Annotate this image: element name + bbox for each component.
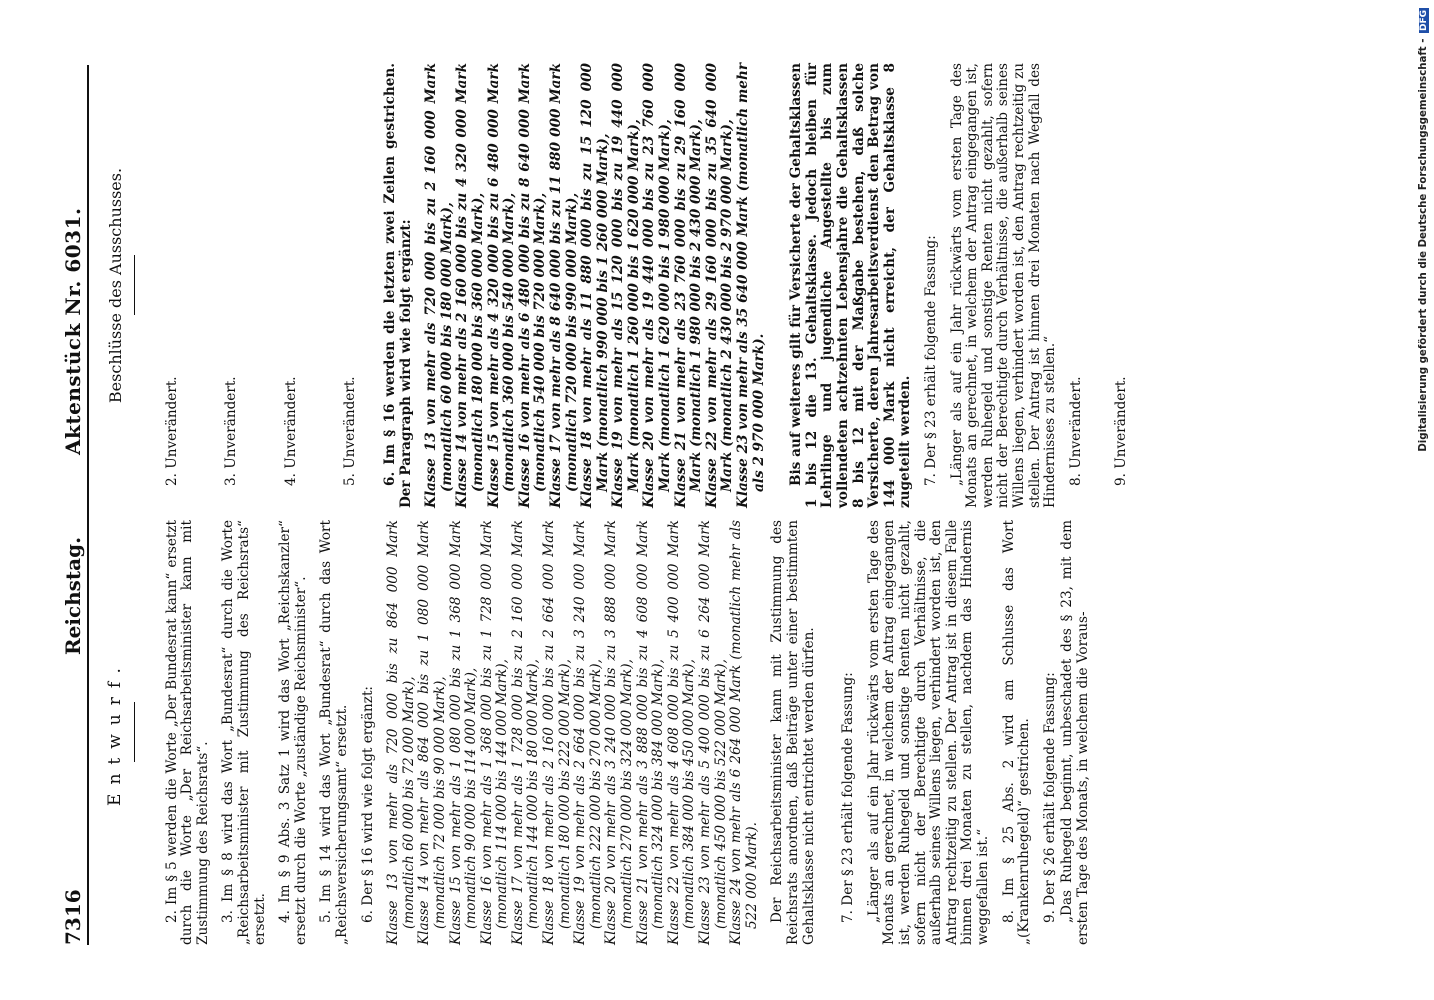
salary-class-item: Klasse 16 von mehr als 6 480 000 bis zu 8 640 000 Mark (monatlich 540 000 bis 720 000 Mark),: [516, 63, 549, 508]
digitization-note: [1398, 8, 1428, 992]
salary-class-item: Klasse 19 von mehr als 2 664 000 bis zu 3 240 000 Mark (monatlich 222 000 bis 270 000 Mark),: [572, 520, 604, 945]
column-heading: Beschlüsse des Ausschusses.: [106, 167, 125, 404]
paragraph: Der Reichsarbeitsminister kann mit Zustimmung des Reichsrats anordnen, daß Beiträge unter einer bestimmten Gehaltsklasse nicht entrichtet werden dürfen.: [769, 520, 817, 945]
paragraph: 4. Im § 9 Abs. 3 Satz 1 wird das Wort „Reichskanzler“ ersetzt durch die Worte „zuständige Reichsminister“.: [277, 520, 309, 945]
salary-class-item: Klasse 21 von mehr als 3 888 000 bis zu 4 608 000 Mark (monatlich 324 000 bis 384 000 Mark),: [634, 520, 667, 945]
salary-class-item: Klasse 18 von mehr als 2 160 000 bis zu 2 664 000 Mark (monatlich 180 000 bis 222 000 Mark),: [541, 520, 573, 945]
dfg-logo: DFG: [1419, 10, 1429, 32]
digitization-note-text: Digitalisierung gefördert durch die Deutsche Forschungsgemeinschaft -: [1418, 38, 1429, 452]
salary-class-item: Klasse 14 von mehr als 864 000 bis zu 1 080 000 Mark (monatlich 72 000 bis 90 000 Mark),: [416, 520, 448, 945]
salary-class-item: Klasse 17 von mehr als 1 728 000 bis zu 2 160 000 Mark (monatlich 144 000 bis 180 000 Mark),: [509, 520, 542, 945]
salary-class-item: Klasse 20 von mehr als 3 240 000 bis zu 3 888 000 Mark (monatlich 270 000 bis 324 000 Mark),: [603, 520, 636, 945]
heading-rule: [134, 703, 135, 763]
salary-class-item: Klasse 21 von mehr als 23 760 000 bis zu 29 160 000 Mark (monatlich 1 980 000 bis 2 430 000 Mark),: [672, 63, 705, 508]
salary-class-item: Klasse 17 von mehr als 8 640 000 bis zu 11 880 000 Mark (monatlich 720 000 bis 990 000 Mark),: [547, 63, 580, 508]
paragraph: 6. Im § 16 werden die letzten zwei Zeilen gestrichen. Der Paragraph wird wie folgt ergänzt:: [381, 63, 414, 508]
paragraph: 7. Der § 23 erhält folgende Fassung:: [840, 672, 857, 923]
paragraph: Bis auf weiteres gilt für Versicherte der Gehaltsklassen 1 bis 12 die 13. Gehaltsklasse. Jedoch bleiben für Lehrlinge und jugendliche Angestellte bis zum vollendeten achtzehnten Lebensjahre die Gehaltsklassen 8 bis 12 mit der Maßgabe bestehen, daß solche Versicherte, deren Jahresarbeitsverdienst den Betrag von 144 000 Mark nicht erreicht, der Gehaltsklasse 8 zugeteilt werden.: [788, 63, 914, 508]
quote-paragraph: „Länger als auf ein Jahr rückwärts vom ersten Tage des Monats an gerechnet, in welchem der Antrag eingegangen ist, werden Ruhegeld und sonstige Renten nicht gezahlt, sofern nicht der Berechtigte durch Verhältnisse, die außerhalb seines Willens liegen, verhindert worden ist, den Antrag rechtzeitig zu stellen. Der Antrag ist hinnen drei Monaten nach Wegfall des Hindernisses zu stellen.“: [948, 63, 1059, 508]
page-header: [55, 65, 89, 945]
paragraph: 4. Unverändert.: [282, 376, 299, 486]
paragraph: 3. Im § 8 wird das Wort „Bundesrat“ durch die Worte „Reichsarbeitsminister mit Zustimmung des Reichsrats“ ersetzt.: [220, 520, 268, 945]
quote-paragraph: „Länger als auf ein Jahr rückwärts vom ersten Tage des Monats an gerechnet, in welchem der Antrag eingegangen ist, werden Ruhegeld und sonstige Renten nicht gezahlt, sofern nicht der Berechtigte durch Verhältnisse, die außerhalb seines Willens liegen, verhindert worden ist, den Antrag rechtzeitig zu stellen. Der Antrag ist in diesem Falle binnen drei Monaten zu stellen, nachdem das Hindernis weggefallen ist.“: [865, 520, 991, 945]
heading-rule: [134, 256, 135, 316]
column-beschluesse: [100, 63, 1140, 508]
salary-class-item: Klasse 23 von mehr als 35 640 000 Mark (monatlich mehr als 2 970 000 Mark).: [735, 63, 767, 508]
salary-class-item: Klasse 20 von mehr als 19 440 000 bis zu 23 760 000 Mark (monatlich 1 620 000 bis 1 980 000 Mark),: [641, 63, 674, 508]
paragraph: 9. Der § 26 erhält folgende Fassung:: [1041, 672, 1058, 923]
paragraph: 8. Unverändert.: [1067, 376, 1084, 486]
salary-class-item: Klasse 14 von mehr als 2 160 000 bis zu 4 320 000 Mark (monatlich 180 000 bis 360 000 Mark),: [454, 63, 486, 508]
salary-class-item: Klasse 22 von mehr als 4 608 000 bis zu 5 400 000 Mark (monatlich 384 000 bis 450 000 Mark),: [665, 520, 698, 945]
salary-class-item: Klasse 22 von mehr als 29 160 000 bis zu 35 640 000 Mark (monatlich 2 430 000 bis 2 970 000 Mark),: [703, 63, 736, 508]
salary-class-list: [424, 63, 767, 508]
paragraph: 5. Im § 14 wird das Wort „Bundesrat“ durch das Wort „Reichsversicherungsamt“ ersetzt.: [318, 520, 350, 945]
paragraph: 8. Im § 25 Abs. 2 wird am Schlusse das Wort „(Krankenruhegeld)“ gestrichen.: [1000, 520, 1033, 945]
salary-class-item: Klasse 23 von mehr als 5 400 000 bis zu 6 264 000 Mark (monatlich 450 000 bis 522 000 Mark),: [697, 520, 729, 945]
column-entwurf: [100, 520, 1101, 945]
salary-class-item: Klasse 15 von mehr als 4 320 000 bis zu 6 480 000 Mark (monatlich 360 000 bis 540 000 Mark),: [485, 63, 518, 508]
paragraph: 5. Unverändert.: [342, 376, 359, 486]
salary-class-item: Klasse 16 von mehr als 1 368 000 bis zu 1 728 000 Mark (monatlich 114 000 bis 144 000 Mark),: [478, 520, 511, 945]
paragraph: 6. Der § 16 wird wie folgt ergänzt:: [359, 685, 376, 923]
paragraph: 3. Unverändert.: [223, 376, 240, 486]
salary-class-item: Klasse 13 von mehr als 720 000 bis zu 2 160 000 Mark (monatlich 60 000 bis 180 000 Mark),: [423, 63, 455, 508]
page-number: 7316: [61, 889, 85, 945]
salary-class-item: Klasse 18 von mehr als 11 880 000 bis zu 15 120 000 Mark (monatlich 990 000 bis 1 260 000 Mark),: [579, 63, 611, 508]
salary-class-item: Klasse 13 von mehr als 720 000 bis zu 864 000 Mark (monatlich 60 000 bis 72 000 Mark),: [385, 520, 417, 945]
paragraph: 9. Unverändert.: [1113, 376, 1130, 486]
salary-class-list: [386, 520, 760, 945]
paragraph: 2. Unverändert.: [163, 376, 180, 486]
paragraph: 7. Der § 23 erhält folgende Fassung:: [922, 235, 939, 486]
salary-class-item: Klasse 15 von mehr als 1 080 000 bis zu 1 368 000 Mark (monatlich 90 000 bis 114 000 Mark),: [447, 520, 480, 945]
paragraph: 2. Im § 5 werden die Worte „Der Bundesrat kann“ ersetzt durch die Worte „Der Reichsarbeitsminister kann mit Zustimmung des Reichsrats“.: [163, 520, 211, 945]
salary-class-item: Klasse 24 von mehr als 6 264 000 Mark (monatlich mehr als 522 000 Mark).: [728, 520, 760, 945]
header-document: Aktenstück Nr. 6031.: [61, 207, 85, 455]
header-title: Reichstag.: [61, 536, 85, 655]
salary-class-item: Klasse 19 von mehr als 15 120 000 bis zu 19 440 000 Mark (monatlich 1 260 000 bis 1 620 000 Mark),: [610, 63, 642, 508]
quote-paragraph: „Das Ruhegeld beginnt, unbeschadet des § 23, mit dem ersten Tage des Monats, in welchem die Voraus-: [1059, 520, 1091, 945]
column-heading: Entwurf.: [105, 659, 125, 806]
